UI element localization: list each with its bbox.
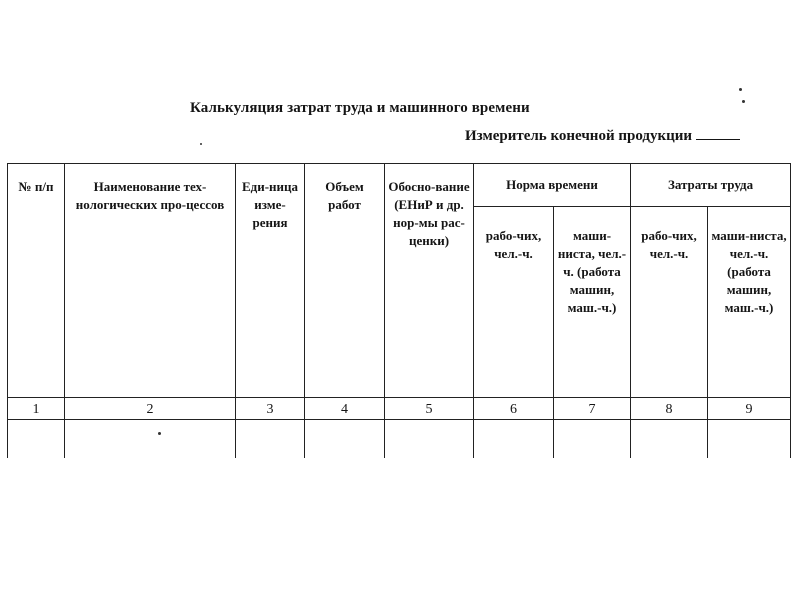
empty-cell <box>631 420 708 459</box>
column-number: 7 <box>554 398 631 420</box>
column-number: 9 <box>708 398 791 420</box>
empty-cell <box>236 420 305 459</box>
header-volume: Объем работ <box>305 164 385 398</box>
header-cost-machinist: маши-ниста, чел.-ч. (работа машин, маш.-ч.) <box>708 207 791 398</box>
column-number: 4 <box>305 398 385 420</box>
column-number: 5 <box>385 398 474 420</box>
empty-cell <box>474 420 554 459</box>
header-labor-cost: Затраты труда <box>631 164 791 207</box>
header-row-groups <box>8 164 791 207</box>
scan-speck <box>742 100 745 103</box>
empty-cell <box>65 420 236 459</box>
scan-speck <box>200 143 202 145</box>
column-number-row <box>8 398 791 420</box>
column-number: 3 <box>236 398 305 420</box>
header-row-number: № п/п <box>8 164 65 398</box>
column-number: 1 <box>8 398 65 420</box>
header-norm-workers: рабо-чих, чел.-ч. <box>474 207 554 398</box>
document-title: Калькуляция затрат труда и машинного времени <box>190 100 530 116</box>
header-cost-workers: рабо-чих, чел.-ч. <box>631 207 708 398</box>
scan-speck <box>739 88 742 91</box>
measure-blank-line <box>696 127 740 140</box>
header-process-name: Наименование тех-нологических про-цессов <box>65 164 236 398</box>
empty-cell <box>8 420 65 459</box>
empty-cell <box>385 420 474 459</box>
header-time-norm: Норма времени <box>474 164 631 207</box>
empty-cell <box>554 420 631 459</box>
labor-cost-table <box>7 163 791 458</box>
column-number: 6 <box>474 398 554 420</box>
subtitle-text: Измеритель конечной продукции <box>465 128 693 144</box>
column-number: 8 <box>631 398 708 420</box>
column-number: 2 <box>65 398 236 420</box>
empty-data-row <box>8 420 791 459</box>
empty-cell <box>305 420 385 459</box>
empty-cell <box>708 420 791 459</box>
header-justification: Обосно-вание (ЕНиР и др. нор-мы рас-ценки) <box>385 164 474 398</box>
header-unit: Еди-ница изме-рения <box>236 164 305 398</box>
document-subtitle <box>465 127 740 145</box>
header-norm-machinist: маши-ниста, чел.-ч. (работа машин, маш.-ч.) <box>554 207 631 398</box>
